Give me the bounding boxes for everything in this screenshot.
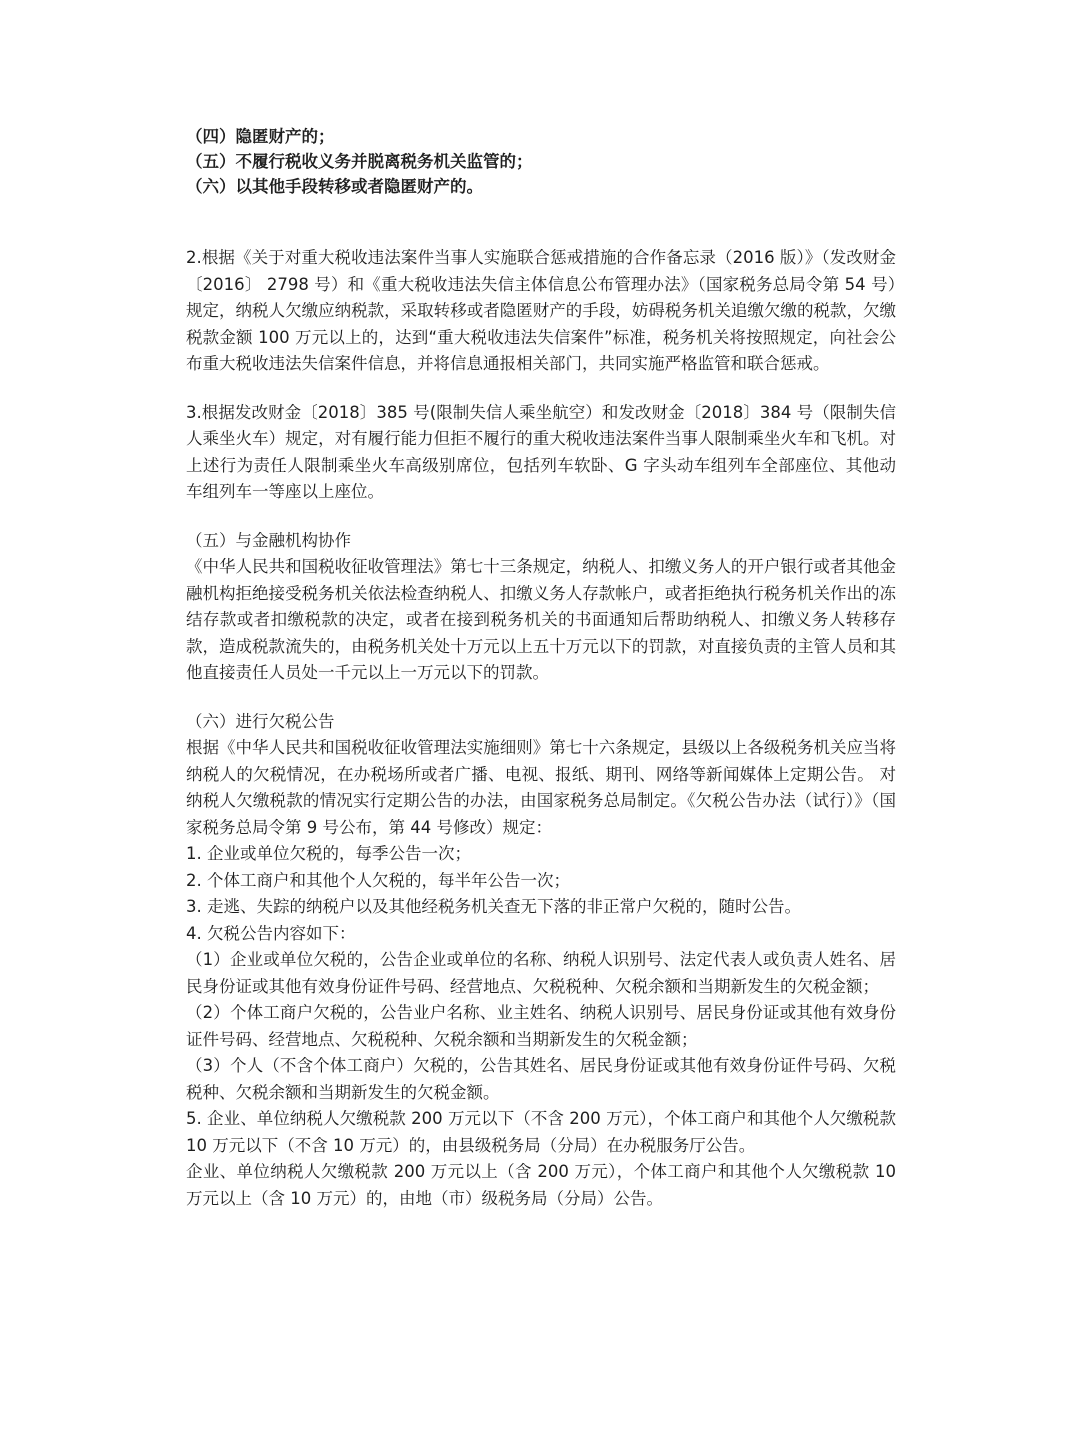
list-item: 1. 企业或单位欠税的，每季公告一次； (186, 844, 471, 863)
list-item-bold: （四）隐匿财产的； (186, 127, 335, 146)
list-item: （2）个体工商户欠税的，公告业户名称、业主姓名、纳税人识别号、居民身份证或其他有效身份证件号码、经营地点、欠税税种、欠税余额和当期新发生的欠税金额； (186, 1003, 896, 1049)
section-heading: （六）进行欠税公告 (186, 711, 335, 731)
list-item: （3）个人（不含个体工商户）欠税的，公告其姓名、居民身份证或其他有效身份证件号码、欠税税种、欠税余额和当期新发生的欠税金额。 (186, 1056, 896, 1102)
list-item: 3. 走逃、失踪的纳税户以及其他经税务机关查无下落的非正常户欠税的，随时公告。 (186, 897, 801, 916)
list-item: 4. 欠税公告内容如下： (186, 923, 356, 943)
section-body: 《中华人民共和国税收征收管理法》第七十三条规定，纳税人、扣缴义务人的开户银行或者其他金融机构拒绝接受税务机关依法检查纳税人、扣缴义务人存款帐户，或者拒绝执行税务机关作出的冻结存款或者扣缴税款的决定，或者在接到税务机关的书面通知后帮助纳税人、扣缴义务人转移存款，造成税款流失的，由税务机关处十万元以上五十万元以下的罚款，对直接负责的主管人员和其他直接责任人员处一千元以上一万元以下的罚款。 (186, 557, 896, 682)
document-page (186, 124, 896, 1212)
list-item: （1）企业或单位欠税的，公告企业或单位的名称、纳税人识别号、法定代表人或负责人姓名、居民身份证或其他有效身份证件号码、经营地点、欠税税种、欠税余额和当期新发生的欠税金额； (186, 950, 896, 996)
list-item-bold: （五）不履行税收义务并脱离税务机关监管的； (186, 152, 533, 171)
paragraph-2: 2.根据《关于对重大税收违法案件当事人实施联合惩戒措施的合作备忘录（2016 版）》（发改财金 〔2016〕 2798 号）和《重大税收违法失信主体信息公布管理办法》（国家税务总局令第 54 号）规定，纳税人欠缴应纳税款，采取转移或者隐匿财产的手段，妨碍税务机关追缴欠缴的税款，欠缴税款金额 100 万元以上的，达到“重大税收违法失信案件”标准，税务机关将按照规定，向社会公布重大税收违法失信案件信息，并将信息通报相关部门，共同实施严格监管和联合惩戒。 (186, 248, 896, 373)
section-intro: 根据《中华人民共和国税收征收管理法实施细则》第七十六条规定，县级以上各级税务机关应当将纳税人的欠税情况，在办税场所或者广播、电视、报纸、期刊、网络等新闻媒体上定期公告。 对纳税人欠缴税款的情况实行定期公告的办法，由国家税务总局制定。《欠税公告办法（试行）》（国家税务总局令第 9 号公布，第 44 号修改）规定： (186, 738, 896, 837)
list-item: 企业、单位纳税人欠缴税款 200 万元以上（含 200 万元），个体工商户和其他个人欠缴税款 10 万元以上（含 10 万元）的，由地（市）级税务局（分局）公告。 (186, 1162, 896, 1208)
list-item: 5. 企业、单位纳税人欠缴税款 200 万元以下（不含 200 万元），个体工商户和其他个人欠缴税款 10 万元以下（不含 10 万元）的，由县级税务局（分局）在办税服务厅公告。 (186, 1109, 896, 1155)
paragraph-3: 3.根据发改财金〔2018〕385 号(限制失信人乘坐航空）和发改财金〔2018〕384 号（限制失信人乘坐火车）规定，对有履行能力但拒不履行的重大税收违法案件当事人限制乘坐火车和飞机。对上述行为责任人限制乘坐火车高级别席位，包括列车软卧、G 字头动车组列车全部座位、其他动车组列车一等座以上座位。 (186, 402, 896, 501)
section-heading: （五）与金融机构协作 (186, 530, 351, 550)
list-item: 2. 个体工商户和其他个人欠税的，每半年公告一次； (186, 870, 570, 890)
list-item-bold: （六）以其他手段转移或者隐匿财产的。 (186, 177, 483, 196)
